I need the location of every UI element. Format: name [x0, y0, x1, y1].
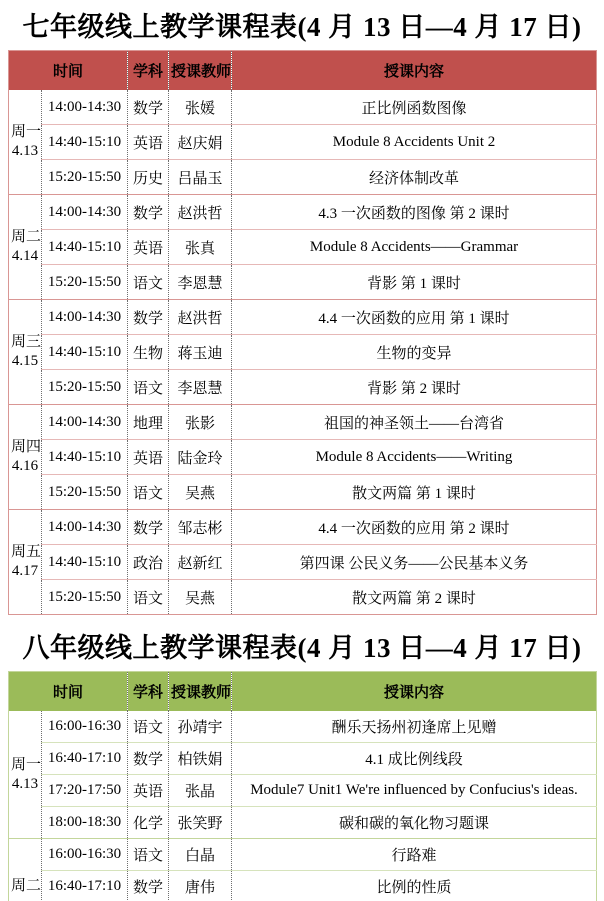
- content-cell: 背影 第 2 课时: [232, 370, 597, 405]
- teacher-cell: 吴燕: [169, 475, 232, 510]
- subject-cell: 语文: [128, 475, 169, 510]
- table-row: [9, 90, 597, 125]
- subject-cell: 英语: [128, 125, 169, 160]
- teacher-cell: 张笑野: [169, 807, 232, 839]
- teacher-cell: 吕晶玉: [169, 160, 232, 195]
- content-cell: 4.4 一次函数的应用 第 2 课时: [232, 510, 597, 545]
- col-header-time: 时间: [9, 672, 128, 712]
- teacher-cell: 赵新红: [169, 545, 232, 580]
- col-header-teacher: 授课教师: [169, 672, 232, 712]
- day-cell: [9, 711, 42, 839]
- day-date: 4.17: [11, 563, 39, 579]
- day-label: 周二: [11, 229, 42, 246]
- subject-cell: 地理: [128, 405, 169, 440]
- content-cell: 背影 第 1 课时: [232, 265, 597, 300]
- subject-cell: 语文: [128, 580, 169, 615]
- subject-cell: 数学: [128, 195, 169, 230]
- subject-cell: 数学: [128, 90, 169, 125]
- time-cell: 16:40-17:10: [42, 743, 128, 775]
- table-row: [9, 711, 597, 743]
- table-row: [9, 125, 597, 160]
- time-cell: 14:40-15:10: [42, 230, 128, 265]
- teacher-cell: 张影: [169, 405, 232, 440]
- time-cell: 14:40-15:10: [42, 545, 128, 580]
- col-header-content: 授课内容: [232, 672, 597, 712]
- time-cell: 15:20-15:50: [42, 265, 128, 300]
- content-cell: 生物的变异: [232, 335, 597, 370]
- subject-cell: 政治: [128, 545, 169, 580]
- day-cell: [9, 839, 42, 901]
- day-label: 周二: [11, 878, 42, 895]
- time-cell: 15:20-15:50: [42, 475, 128, 510]
- subject-cell: 数学: [128, 871, 169, 901]
- table-row: [9, 775, 597, 807]
- content-cell: 4.3 一次函数的图像 第 2 课时: [232, 195, 597, 230]
- subject-cell: 语文: [128, 370, 169, 405]
- table-row: [9, 580, 597, 615]
- teacher-cell: 吴燕: [169, 580, 232, 615]
- grade8-schedule-title: 八年级线上教学课程表(4 月 13 日—4 月 17 日): [22, 633, 582, 663]
- table-row: [9, 871, 597, 901]
- content-cell: Module 8 Accidents Unit 2: [232, 125, 597, 160]
- teacher-cell: 陆金玲: [169, 440, 232, 475]
- content-cell: Module 8 Accidents——Writing: [232, 440, 597, 475]
- content-cell: Module7 Unit1 We're influenced by Confucius's ideas.: [232, 775, 597, 807]
- content-cell: 祖国的神圣领土——台湾省: [232, 405, 597, 440]
- subject-cell: 英语: [128, 230, 169, 265]
- header-row: [9, 672, 597, 712]
- content-cell: 第四课 公民义务——公民基本义务: [232, 545, 597, 580]
- day-date: 4.14: [11, 248, 39, 264]
- content-cell: 行路难: [232, 839, 597, 871]
- content-cell: 碳和碳的氧化物习题课: [232, 807, 597, 839]
- table-row: [9, 510, 597, 545]
- content-cell: 散文两篇 第 2 课时: [232, 580, 597, 615]
- teacher-cell: 赵洪哲: [169, 195, 232, 230]
- grade7-schedule-title: 七年级线上教学课程表(4 月 13 日—4 月 17 日): [22, 12, 582, 42]
- teacher-cell: 邹志彬: [169, 510, 232, 545]
- day-label: 周一: [11, 124, 42, 141]
- table-row: [9, 300, 597, 335]
- day-date: 4.15: [11, 353, 39, 369]
- day-label: 周五: [11, 544, 42, 561]
- table-row: [9, 335, 597, 370]
- grade7-schedule-table: [8, 50, 597, 615]
- teacher-cell: 张媛: [169, 90, 232, 125]
- time-cell: 18:00-18:30: [42, 807, 128, 839]
- time-cell: 16:00-16:30: [42, 711, 128, 743]
- time-cell: 15:20-15:50: [42, 580, 128, 615]
- teacher-cell: 唐伟: [169, 871, 232, 901]
- content-cell: 4.4 一次函数的应用 第 1 课时: [232, 300, 597, 335]
- day-label: 周三: [11, 334, 42, 351]
- content-cell: 经济体制改革: [232, 160, 597, 195]
- content-cell: 比例的性质: [232, 871, 597, 901]
- subject-cell: 化学: [128, 807, 169, 839]
- time-cell: 14:00-14:30: [42, 90, 128, 125]
- subject-cell: 数学: [128, 300, 169, 335]
- time-cell: 15:20-15:50: [42, 160, 128, 195]
- subject-cell: 语文: [128, 265, 169, 300]
- day-label: 周四: [11, 439, 42, 456]
- col-header-teacher: 授课教师: [169, 51, 232, 91]
- time-cell: 14:40-15:10: [42, 125, 128, 160]
- table-row: [9, 475, 597, 510]
- subject-cell: 数学: [128, 510, 169, 545]
- teacher-cell: 柏铁娟: [169, 743, 232, 775]
- time-cell: 14:40-15:10: [42, 335, 128, 370]
- content-cell: 正比例函数图像: [232, 90, 597, 125]
- subject-cell: 英语: [128, 775, 169, 807]
- table-row: [9, 160, 597, 195]
- time-cell: 16:40-17:10: [42, 871, 128, 901]
- grade8-schedule-table: [8, 671, 597, 901]
- table-row: [9, 545, 597, 580]
- day-cell: [9, 195, 42, 300]
- content-cell: 酬乐天扬州初逢席上见赠: [232, 711, 597, 743]
- teacher-cell: 张晶: [169, 775, 232, 807]
- subject-cell: 语文: [128, 839, 169, 871]
- teacher-cell: 白晶: [169, 839, 232, 871]
- time-cell: 14:00-14:30: [42, 510, 128, 545]
- day-cell: [9, 405, 42, 510]
- table-row: [9, 743, 597, 775]
- day-date: 4.16: [11, 458, 39, 474]
- teacher-cell: 李恩慧: [169, 370, 232, 405]
- subject-cell: 生物: [128, 335, 169, 370]
- col-header-subject: 学科: [128, 672, 169, 712]
- time-cell: 15:20-15:50: [42, 370, 128, 405]
- content-cell: Module 8 Accidents——Grammar: [232, 230, 597, 265]
- table-row: [9, 405, 597, 440]
- table-row: [9, 440, 597, 475]
- col-header-content: 授课内容: [232, 51, 597, 91]
- day-cell: [9, 90, 42, 195]
- time-cell: 14:00-14:30: [42, 300, 128, 335]
- table-row: [9, 230, 597, 265]
- time-cell: 17:20-17:50: [42, 775, 128, 807]
- day-date: 4.13: [11, 775, 39, 792]
- subject-cell: 历史: [128, 160, 169, 195]
- teacher-cell: 孙靖宇: [169, 711, 232, 743]
- time-cell: 14:40-15:10: [42, 440, 128, 475]
- teacher-cell: 张真: [169, 230, 232, 265]
- teacher-cell: 赵洪哲: [169, 300, 232, 335]
- subject-cell: 数学: [128, 743, 169, 775]
- teacher-cell: 李恩慧: [169, 265, 232, 300]
- day-label: 周一: [11, 756, 42, 773]
- table-row: [9, 839, 597, 871]
- col-header-subject: 学科: [128, 51, 169, 91]
- table-row: [9, 370, 597, 405]
- table-row: [9, 195, 597, 230]
- header-row: [9, 51, 597, 91]
- content-cell: 散文两篇 第 1 课时: [232, 475, 597, 510]
- time-cell: 14:00-14:30: [42, 405, 128, 440]
- content-cell: 4.1 成比例线段: [232, 743, 597, 775]
- col-header-time: 时间: [9, 51, 128, 91]
- teacher-cell: 蒋玉迪: [169, 335, 232, 370]
- day-cell: [9, 510, 42, 615]
- time-cell: 14:00-14:30: [42, 195, 128, 230]
- table-row: [9, 807, 597, 839]
- day-cell: [9, 300, 42, 405]
- time-cell: 16:00-16:30: [42, 839, 128, 871]
- subject-cell: 英语: [128, 440, 169, 475]
- day-date: 4.13: [11, 143, 39, 159]
- teacher-cell: 赵庆娟: [169, 125, 232, 160]
- table-row: [9, 265, 597, 300]
- subject-cell: 语文: [128, 711, 169, 743]
